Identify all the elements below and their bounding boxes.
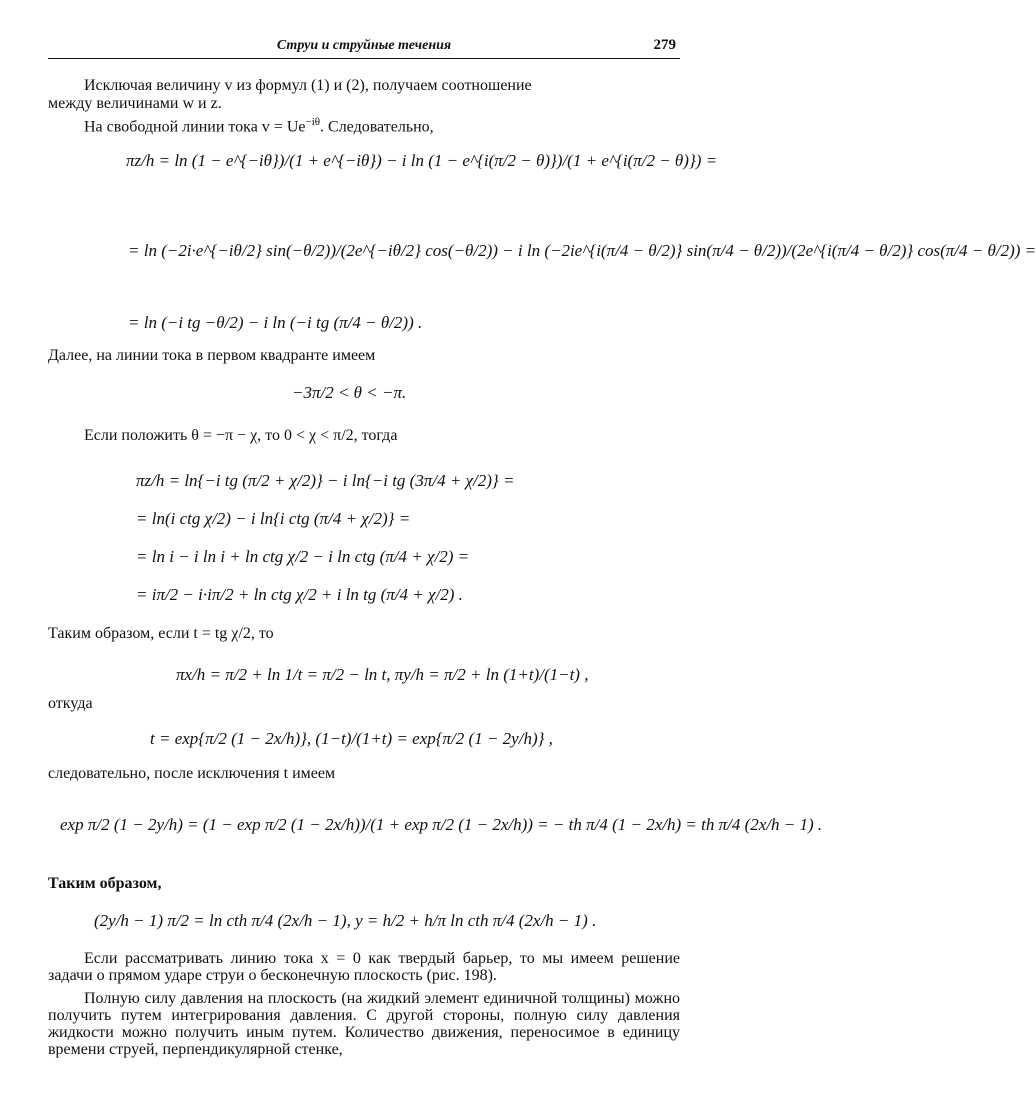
- paragraph-final-2: [48, 990, 680, 1058]
- text-line-2: между величинами w и z.: [48, 95, 222, 112]
- page-number: 279: [653, 37, 676, 53]
- text-line-9: Таким образом,: [48, 875, 162, 892]
- text-line-3-tail: . Следовательно,: [320, 118, 434, 136]
- text-line-5: Если положить θ = −π − χ, то 0 < χ < π/2, тогда: [84, 427, 398, 444]
- text-line-4: Далее, на линии тока в первом квадранте имеем: [48, 347, 376, 364]
- equation-3: = ln (−i tg −θ/2) − i ln (−i tg (π/4 − θ/2)) .: [128, 313, 423, 332]
- running-title: Струи и струйные течения: [276, 38, 452, 53]
- equation-7: = ln i − i ln i + ln ctg χ/2 − i ln ctg (π/4 + χ/2) =: [136, 547, 470, 566]
- equation-6: = ln(i ctg χ/2) − i ln{i ctg (π/4 + χ/2)} =: [136, 509, 411, 528]
- text-line-3-exponent: −iθ: [305, 116, 321, 128]
- page-header: [48, 34, 680, 59]
- paragraph-final-2-text: Полную силу давления на плоскость (на жидкий элемент единичной толщины) можно получить путем интегрирования давления. С другой стороны, полную силу давления жидкости можно получить иным путем. Количество движения, переносимое в единицу времени струей, перпендикулярной стенке,: [48, 990, 680, 1058]
- equation-12: (2y/h − 1) π/2 = ln cth π/4 (2x/h − 1), y = h/2 + h/π ln cth π/4 (2x/h − 1) .: [94, 911, 597, 930]
- equation-8: = iπ/2 − i·iπ/2 + ln ctg χ/2 + i ln tg (π/4 + χ/2) .: [136, 585, 463, 604]
- text-line-7: откуда: [48, 695, 93, 712]
- equation-1: πz/h = ln (1 − e^{−iθ})/(1 + e^{−iθ}) − i ln (1 − e^{i(π/2 − θ)})/(1 + e^{i(π/2 − θ)}) =: [126, 151, 718, 170]
- equation-9: πx/h = π/2 + ln 1/t = π/2 − ln t, πy/h = π/2 + ln (1+t)/(1−t) ,: [176, 665, 589, 684]
- equation-10: t = exp{π/2 (1 − 2x/h)}, (1−t)/(1+t) = exp{π/2 (1 − 2y/h)} ,: [150, 729, 553, 748]
- text-line-3: [84, 112, 434, 137]
- equation-4: −3π/2 < θ < −π.: [292, 383, 407, 402]
- text-line-1: Исключая величину v из формул (1) и (2), получаем соотношение: [84, 77, 532, 94]
- equation-2: = ln (−2i·e^{−iθ/2} sin(−θ/2))/(2e^{−iθ/2} cos(−θ/2)) − i ln (−2ie^{i(π/4 − θ/2)} sin(π/4 − θ/2))/(2e^{i(π/4 − θ/2)} cos(π/4 − θ/2)) =: [128, 241, 1036, 260]
- paragraph-final-1: [48, 950, 680, 984]
- text-line-6: Таким образом, если t = tg χ/2, то: [48, 625, 274, 642]
- paragraph-final-1-text: Если рассматривать линию тока x = 0 как твердый барьер, то мы имеем решение задачи о прямом ударе струи о бесконечную плоскость (рис. 198).: [48, 950, 680, 984]
- equation-5: πz/h = ln{−i tg (π/2 + χ/2)} − i ln{−i tg (3π/4 + χ/2)} =: [136, 471, 515, 490]
- equation-11: exp π/2 (1 − 2y/h) = (1 − exp π/2 (1 − 2x/h))/(1 + exp π/2 (1 − 2x/h)) = − th π/4 (1 − 2x/h) = th π/4 (2x/h − 1) .: [60, 815, 823, 834]
- text-line-8: следовательно, после исключения t имеем: [48, 765, 336, 782]
- text-line-3-main: На свободной линии тока v = Ue: [84, 118, 306, 136]
